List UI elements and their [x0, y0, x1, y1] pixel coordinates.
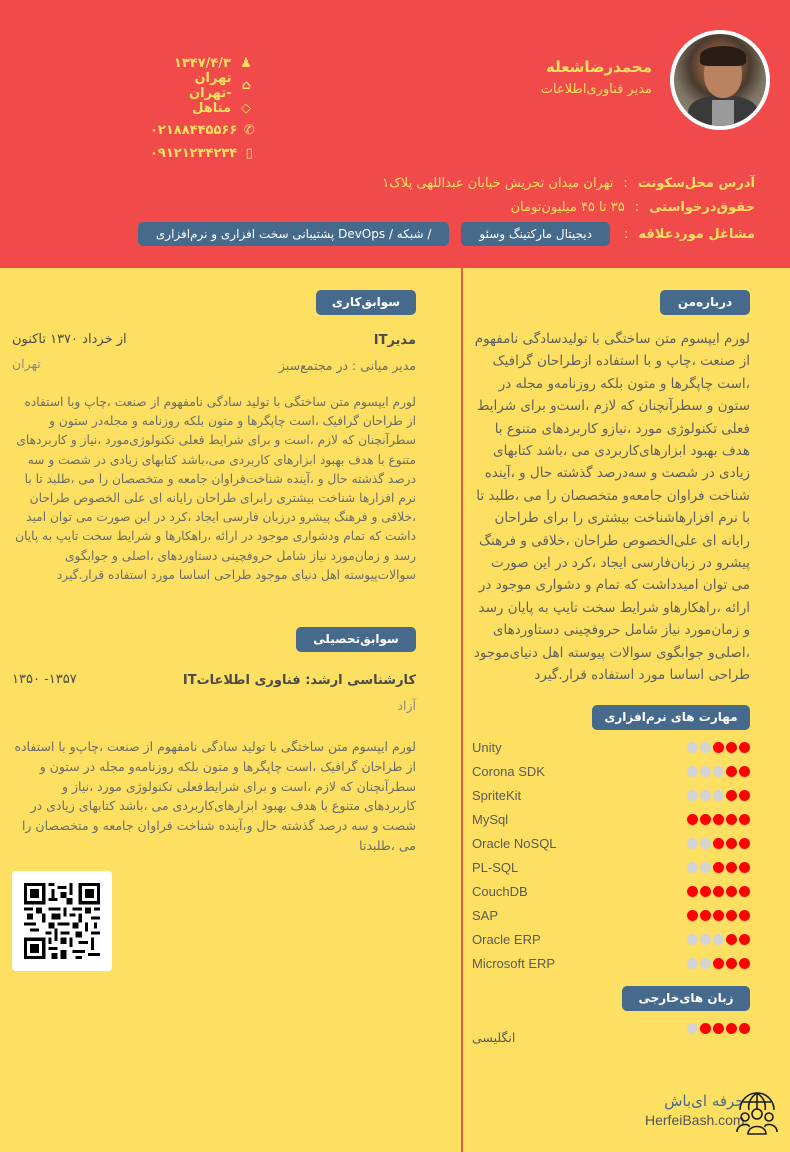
rating-dots — [687, 886, 750, 897]
rating-dot-empty — [700, 790, 711, 801]
salary-value: ۳۵ تا ۴۵ میلیون‌تومان — [510, 200, 625, 215]
about-text: لورم ایپسوم متن ساختگی با تولیدسادگی نامفهوم از صنعت ،چاپ و با استفاده ازطراحان گرافیک ،است چاپگرها و متون بلکه روزنامه‌و مجله در ستون و سطرآنچنان که لازم ،است‌و برای شرایط فعلی تکنولوژی مورد ،نیازو کاربردهای متنوع با هدف بهبود ابزارهای‌کاربردی می ،باشد کتابهای زیادی در شصت و سه‌درصد گذشته حال و ،آینده شناخت فراوان جامعه‌و متخصصان را می ،طلبد تا با نرم افزارهاشناخت بیشتری را برای طراحان رایانه ای علی‌الخصوص طراحان ،خلاقی و فرهنگ پیشرو در زبان‌فارسی ایجاد ،کرد در این صورت می توان امیدداشت که تمام و دشواری موجود در ارائه ،راهکارهاو شرایط سخت تایپ به پایان رسد و زمان‌مورد نیاز شامل حروفچینی دستاوردهای ،اصلی‌و جوابگوی سوالات پیوسته اهل دنیای‌موجود طراحی اساسا مورد استفاده قرار.گیرد — [473, 331, 750, 684]
rating-dot-filled — [739, 1023, 750, 1034]
skill-name: SpriteKit — [472, 787, 522, 803]
personal-info-list — [150, 52, 255, 165]
language-name: انگلیسی — [472, 1029, 516, 1045]
rating-dot-filled — [726, 814, 737, 825]
rating-dot-filled — [713, 838, 724, 849]
rating-dot-empty — [700, 934, 711, 945]
address-value: تهران میدان تجریش خیابان عبداللهی پلاک۱ — [382, 176, 614, 191]
rating-dot-filled — [713, 910, 724, 921]
rating-dot-empty — [713, 790, 724, 801]
rating-dot-filled — [713, 886, 724, 897]
mobile-icon: ▯ — [245, 145, 253, 161]
rating-dot-empty — [687, 934, 698, 945]
skill-name: SAP — [472, 907, 499, 923]
rating-dot-empty — [687, 766, 698, 777]
person-role: مدیر فناوری‌اطلاعات — [540, 82, 652, 97]
rating-dot-empty — [713, 766, 724, 777]
skill-name: MySql — [472, 811, 509, 827]
qr-code — [12, 871, 112, 971]
section-title-work: سوابق‌کاری — [316, 290, 416, 315]
skill-name: Oracle ERP — [472, 931, 541, 947]
person-name: محمدرضاشعله — [545, 58, 652, 76]
rating-dot-empty — [687, 838, 698, 849]
education-period: ۱۳۵۷- ۱۳۵۰ — [12, 672, 77, 687]
rating-dot-filled — [713, 742, 724, 753]
skill-name: Microsoft ERP — [472, 955, 556, 971]
rating-dot-empty — [687, 742, 698, 753]
rating-dot-filled — [726, 1023, 737, 1034]
rating-dot-filled — [739, 886, 750, 897]
skill-name: CouchDB — [472, 883, 528, 899]
rating-dot-empty — [700, 766, 711, 777]
header — [0, 0, 790, 268]
rating-dot-filled — [726, 862, 737, 873]
rating-dot-filled — [739, 742, 750, 753]
section-title-languages: زبان های‌خارجی — [622, 986, 750, 1011]
address-row: آدرس محل‌سکونت : تهران میدان تجریش خیابان عبداللهی پلاک۱ — [382, 176, 755, 191]
skill-row — [472, 831, 750, 855]
rating-dot-filled — [726, 910, 737, 921]
rating-dot-filled — [726, 934, 737, 945]
rating-dot-empty — [687, 790, 698, 801]
section-title-education: سوابق‌تحصیلی — [296, 627, 416, 652]
rating-dot-empty — [687, 862, 698, 873]
rating-dot-filled — [739, 766, 750, 777]
skill-row — [472, 855, 750, 879]
rating-dot-filled — [726, 742, 737, 753]
rating-dot-empty — [700, 862, 711, 873]
info-city: ⌂ تهران -تهران — [150, 75, 255, 98]
rating-dot-filled — [713, 958, 724, 969]
rating-dots — [687, 790, 750, 801]
rating-dot-filled — [739, 958, 750, 969]
rating-dots — [687, 934, 750, 945]
language-row — [472, 1016, 750, 1045]
phone-icon: ✆ — [243, 123, 255, 139]
team-globe-icon — [734, 1090, 780, 1136]
education-university: آزاد — [397, 698, 416, 713]
skill-name: Unity — [472, 739, 502, 755]
skill-row — [472, 735, 750, 759]
skill-row — [472, 879, 750, 903]
job-title: مدیرIT — [373, 333, 416, 348]
rating-dot-filled — [713, 814, 724, 825]
rating-dot-filled — [687, 910, 698, 921]
section-title-software-skills: مهارت های نرم‌افزاری — [592, 705, 750, 730]
rating-dots — [687, 1023, 750, 1034]
rating-dot-filled — [739, 838, 750, 849]
job-company: مدیر میانی : در مجتمع‌سبز — [278, 358, 416, 373]
rating-dot-filled — [700, 886, 711, 897]
rating-dots — [687, 910, 750, 921]
jobs-row: مشاغل موردعلاقه : دیجیتال مارکتینگ وسئو / شبکه / DevOps پشتیبانی سخت افزاری و نرم‌افزاری — [126, 222, 755, 246]
rating-dot-empty — [700, 838, 711, 849]
skill-name: PL-SQL — [472, 859, 519, 875]
rating-dot-filled — [700, 1023, 711, 1034]
rating-dot-empty — [687, 958, 698, 969]
rating-dot-filled — [726, 790, 737, 801]
rating-dot-filled — [726, 838, 737, 849]
job-tag: دیجیتال مارکتینگ وسئو — [461, 222, 610, 246]
job-period: از خرداد ۱۳۷۰ تاکنون — [12, 332, 127, 347]
home-icon: ⌂ — [241, 78, 251, 94]
rating-dots — [687, 742, 750, 753]
avatar — [670, 30, 770, 130]
person-icon: ♟ — [240, 55, 252, 71]
info-phone: ✆ ۰۲۱۸۸۴۴۵۵۶۶ — [150, 123, 255, 139]
brand-logo[interactable] — [645, 1092, 745, 1128]
skill-name: Oracle NoSQL — [472, 835, 557, 851]
job-description: لورم ایپسوم متن ساختگی با تولید سادگی نامفهوم از صنعت ،چاپ وبا استفاده از طراحان گرافیک ،است چاپگرها و متون بلکه روزنامه و مجله‌در ستون و سطرآنچنان که لازم ،است و برای شرایط فعلی تکنولوژی‌مورد ،نیاز و کاربردهای متنوع با هدف بهبود ابزارهای کاربردی می‌،باشد کتابهای زیادی در شصت و سه درصد گذشته حال و ،آینده شناخت‌فراوان جامعه و متخصصان را می ،طلبد تا با نرم افزارها شناخت بیشتری رابرای طراحان رایانه ای علی الخصوص طراحان ،خلاقی و فرهنگ پیشرو درزبان فارسی ایجاد ،کرد در این صورت می توان امید داشت که تمام ودشواری موجود در ارائه ،راهکارها و شرایط سخت تایپ به پایان رسد و زمان‌مورد نیاز شامل حروفچینی دستاوردهای ،اصلی و جوابگوی سوالات‌پیوسته اهل دنیای موجود طراحی اساسا مورد استفاده قرار.گیرد — [15, 395, 416, 582]
rating-dot-filled — [739, 814, 750, 825]
rating-dot-empty — [687, 1023, 698, 1034]
skill-row — [472, 903, 750, 927]
rating-dots — [687, 766, 750, 777]
skill-row — [472, 927, 750, 951]
rating-dots — [687, 862, 750, 873]
rating-dot-filled — [687, 814, 698, 825]
education-degree: کارشناسی ارشد: فناوری اطلاعاتIT — [182, 673, 416, 688]
rating-dots — [687, 814, 750, 825]
job-tag: / شبکه / DevOps پشتیبانی سخت افزاری و نرم‌افزاری — [138, 222, 450, 246]
brand-name: حرفه ای‌باش — [664, 1092, 745, 1110]
rating-dot-filled — [739, 862, 750, 873]
rating-dot-empty — [700, 958, 711, 969]
brand-site[interactable]: HerfeiBash.com — [645, 1112, 745, 1128]
section-title-about: درباره‌من — [660, 290, 750, 315]
rating-dot-filled — [687, 886, 698, 897]
rating-dot-filled — [713, 1023, 724, 1034]
education-description: لورم ایپسوم متن ساختگی با تولید سادگی نامفهوم از صنعت ،چاپ‌و با استفاده از طراحان گرافیک ،است چاپگرها و متون بلکه روزنامه‌و مجله در ستون و سطرآنچنان که لازم ،است و برای شرایط‌فعلی تکنولوژی مورد ،نیاز و کاربردهای متنوع با هدف بهبود ابزارهای‌کاربردی می ،باشد کتابهای زیادی در شصت و سه درصد گذشته حال و،آینده شناخت فراوان جامعه و متخصصان را می ،طلبدتا — [14, 739, 416, 853]
skill-name: Corona SDK — [472, 763, 545, 779]
skill-row — [472, 807, 750, 831]
rating-dots — [687, 838, 750, 849]
column-divider — [461, 268, 463, 1152]
rating-dot-filled — [700, 910, 711, 921]
rating-dot-filled — [713, 862, 724, 873]
rating-dot-empty — [700, 742, 711, 753]
job-city: تهران — [12, 356, 41, 371]
info-marital: ◇ متاهل — [150, 97, 255, 120]
rating-dot-filled — [739, 790, 750, 801]
rating-dot-filled — [726, 766, 737, 777]
info-birthdate: ♟ ۱۳۴۷/۴/۳ — [150, 52, 255, 75]
rating-dots — [687, 958, 750, 969]
rating-dot-filled — [739, 934, 750, 945]
rating-dot-filled — [726, 958, 737, 969]
rating-dot-filled — [726, 886, 737, 897]
rating-dot-filled — [700, 814, 711, 825]
rating-dot-filled — [739, 910, 750, 921]
skill-row — [472, 951, 750, 975]
skill-row — [472, 759, 750, 783]
diamond-icon: ◇ — [241, 100, 251, 116]
qr-code-icon — [24, 883, 100, 959]
info-mobile: ▯ ۰۹۱۲۱۲۳۴۲۳۴ — [150, 142, 255, 165]
salary-row: حقوق‌درخواستی : ۳۵ تا ۴۵ میلیون‌تومان — [510, 200, 755, 215]
skill-row — [472, 783, 750, 807]
rating-dot-empty — [713, 934, 724, 945]
